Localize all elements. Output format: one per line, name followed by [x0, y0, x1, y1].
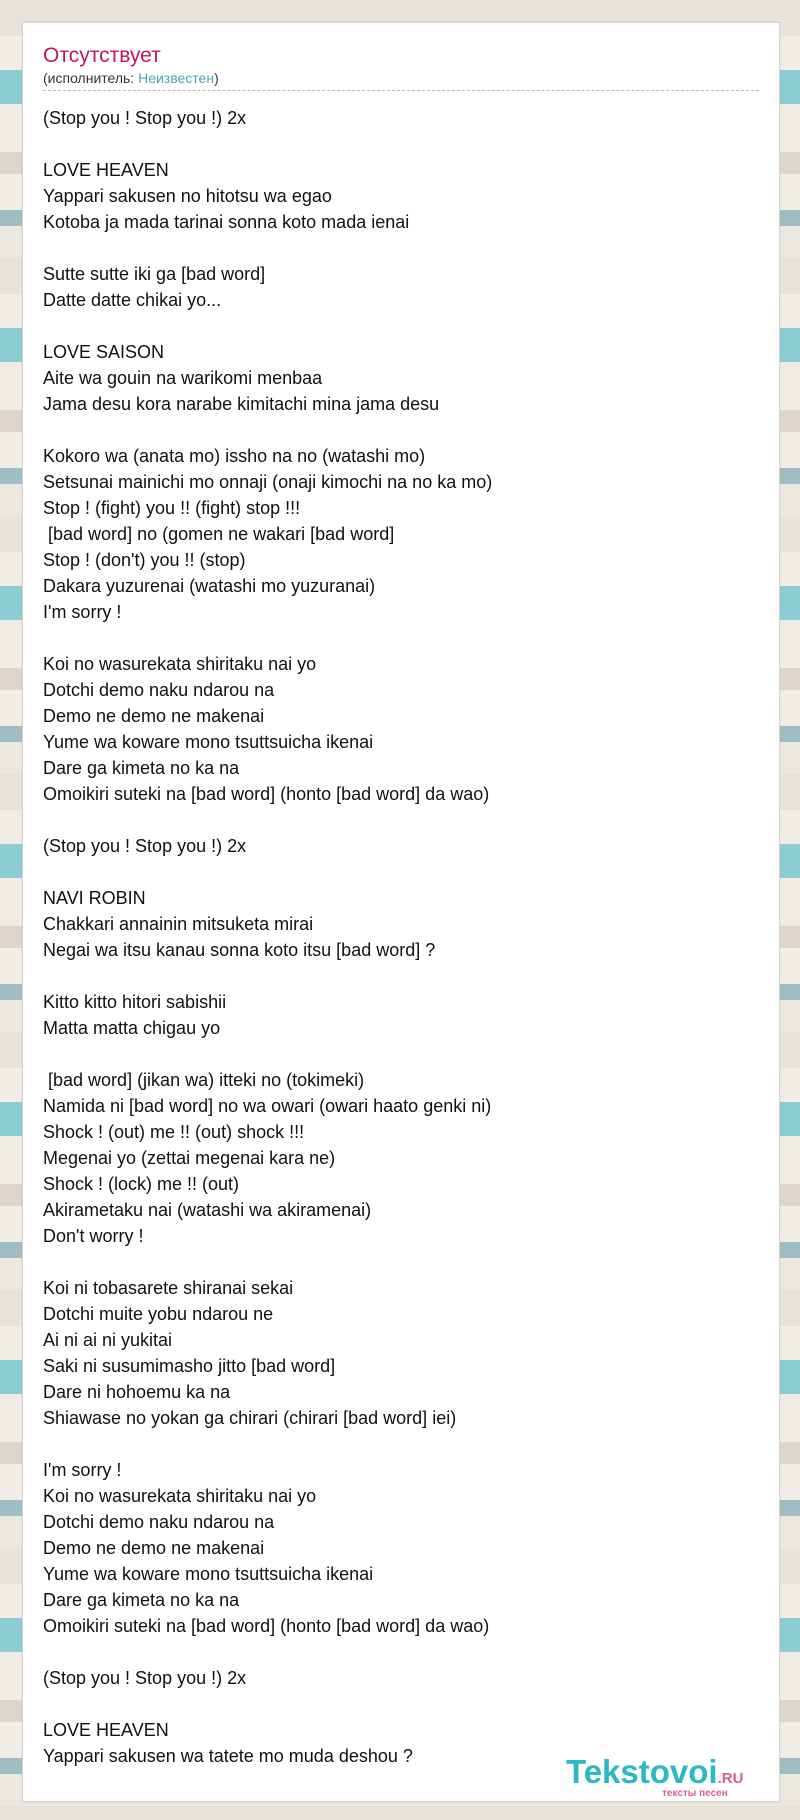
artist-link[interactable]: Неизвестен: [138, 70, 215, 86]
logo-tagline: тексты песен: [662, 1788, 728, 1799]
lyrics-card: [22, 22, 780, 1802]
artist-suffix: ): [214, 70, 219, 86]
artist-line: [43, 69, 759, 87]
logo-name: Tekstovoi: [566, 1753, 718, 1790]
logo-tld: .RU: [717, 1770, 744, 1787]
song-header: [43, 43, 759, 91]
lyrics-text: (Stop you ! Stop you !) 2x LOVE HEAVEN Yappari sakusen no hitotsu wa egao Kotoba ja mada tarinai sonna koto mada ienai Sutte sutte iki ga [bad word] Datte datte chikai yo... LOVE SAISON Aite wa gouin na warikomi menbaa Jama desu kora narabe kimitachi mina jama desu Kokoro wa (anata mo) issho na no (watashi mo) Setsunai mainichi mo onnaji (onaji kimochi na no ka mo) Stop ! (fight) you !! (fight) stop !!! [bad word] no (gomen ne wakari [bad word] Stop ! (don't) you !! (stop) Dakara yuzurenai (watashi mo yuzuranai) I'm sorry ! Koi no wasurekata shiritaku nai yo Dotchi demo naku ndarou na Demo ne demo ne makenai Yume wa koware mono tsuttsuicha ikenai Dare ga kimeta no ka na Omoikiri suteki na [bad word] (honto [bad word] da wao) (Stop you ! Stop you !) 2x NAVI ROBIN Chakkari annainin mitsuketa mirai Negai wa itsu kanau sonna koto itsu [bad word] ? Kitto kitto hitori sabishii Matta matta chigau yo [bad word] (jikan wa) itteki no (tokimeki) Namida ni [bad word] no wa owari (owari haato genki ni) Shock ! (out) me !! (out) shock !!! Megenai yo (zettai megenai kara ne) Shock ! (lock) me !! (out) Akirametaku nai (watashi wa akiramenai) Don't worry ! Koi ni tobasarete shiranai sekai Dotchi muite yobu ndarou ne Ai ni ai ni yukitai Saki ni susumimasho jitto [bad word] Dare ni hohoemu ka na Shiawase no yokan ga chirari (chirari [bad word] iei) I'm sorry ! Koi no wasurekata shiritaku nai yo Dotchi demo naku ndarou na Demo ne demo ne makenai Yume wa koware mono tsuttsuicha ikenai Dare ga kimeta no ka na Omoikiri suteki na [bad word] (honto [bad word] da wao) (Stop you ! Stop you !) 2x LOVE HEAVEN Yappari sakusen wa tatete mo muda deshou ?: [43, 108, 493, 1766]
site-logo[interactable]: [566, 1754, 776, 1804]
artist-prefix: (исполнитель:: [43, 70, 139, 86]
song-title: Отсутствует: [43, 44, 161, 67]
